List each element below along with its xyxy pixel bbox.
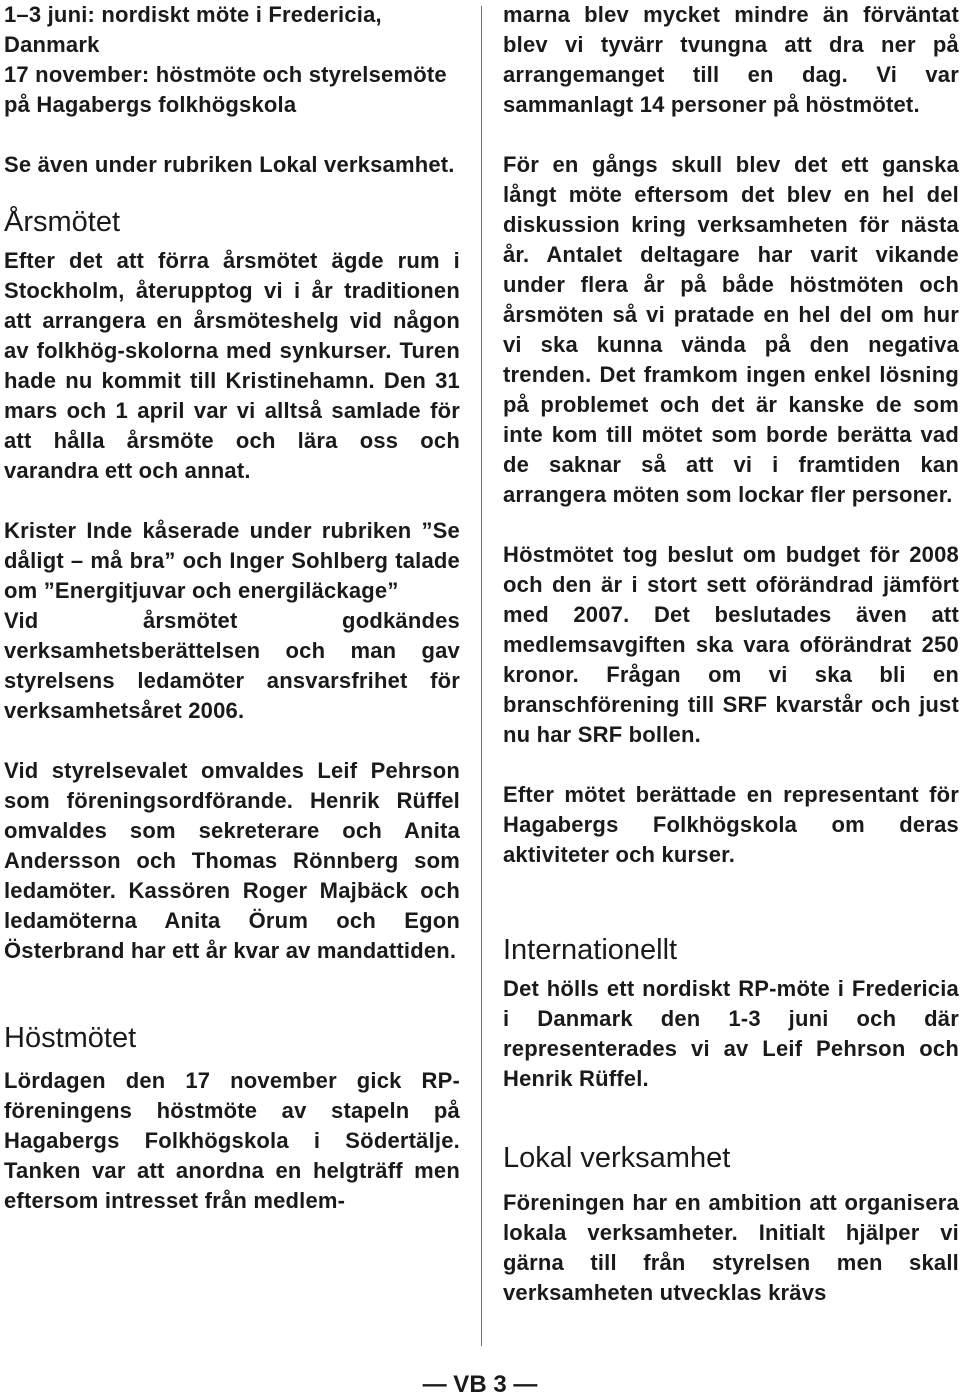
paragraph: Krister Inde kåserade under rubriken ”Se dåligt – må bra” och Inger Sohlberg talade om ”Energitjuvar och energiläckage” (4, 518, 460, 603)
paragraph: Vid årsmötet godkändes verksamhetsberättelsen och man gav styrelsens ledamöter ansvarsfrihet för verksamhetsåret 2006. (4, 608, 460, 723)
section-heading-hostmotet: Höstmötet (4, 1022, 137, 1054)
paragraph: Det hölls ett nordiskt RP-möte i Fredericia i Danmark den 1-3 juni och där representerades vi av Leif Pehrson och Henrik Rüffel. (503, 976, 959, 1091)
event-line: 17 november: höstmöte och styrelsemöte på Hagabergs folkhögskola (4, 62, 447, 117)
page-footer: — VB 3 — (422, 1371, 538, 1398)
paragraph: Föreningen har en ambition att organisera lokala verksamheter. Initialt hjälper vi gärna till från styrelsen men skall verksamheten utvecklas krävs (503, 1190, 959, 1305)
paragraph: Höstmötet tog beslut om budget för 2008 och den är i stort sett oförändrad jämfört med 2007. Det beslutades även att medlemsavgiften ska vara oförändrat 250 kronor. Frågan om vi ska bli en branschförening till SRF kvarstår och just nu har SRF bollen. (503, 542, 959, 747)
right-column (503, 0, 959, 1308)
section-heading-arsmotet: Årsmötet (4, 206, 121, 238)
paragraph: Lördagen den 17 november gick RP-föreningens höstmöte av stapeln på Hagabergs Folkhögskola i Södertälje. Tanken var att anordna en helgträff men eftersom intresset från medlem- (4, 1068, 460, 1213)
paragraph: marna blev mycket mindre än förväntat blev vi tyvärr tvungna att dra ner på arrangemanget till en dag. Vi var sammanlagt 14 personer på höstmötet. (503, 2, 959, 117)
column-divider (481, 6, 482, 1346)
paragraph: Efter mötet berättade en representant för Hagabergs Folkhögskola om deras aktiviteter och kurser. (503, 782, 959, 867)
see-also-note: Se även under rubriken Lokal verksamhet. (4, 152, 455, 177)
event-line: 1–3 juni: nordiskt möte i Fredericia, Danmark (4, 2, 382, 57)
left-column (4, 0, 460, 1216)
paragraph: Vid styrelsevalet omvaldes Leif Pehrson som föreningsordförande. Henrik Rüffel omvaldes som sekreterare och Anita Andersson och Thomas Rönnberg som ledamöter. Kassören Roger Majbäck och ledamöterna Anita Örum och Egon Österbrand har ett år kvar av mandattiden. (4, 758, 460, 963)
paragraph: För en gångs skull blev det ett ganska långt möte eftersom det blev en hel del diskussion kring verksamheten för nästa år. Antalet deltagare har varit vikande under flera år på både höstmöten och årsmöten så vi pratade en hel del om hur vi ska kunna vända på den negativa trenden. Det framkom ingen enkel lösning på problemet och det är kanske de som inte kom till mötet som borde berätta vad de saknar så att vi i framtiden kan arrangera möten som lockar fler personer. (503, 152, 959, 507)
paragraph: Efter det att förra årsmötet ägde rum i Stockholm, återupptog vi i år traditionen att arrangera en årsmöteshelg vid någon av folkhög-skolorna med synkurser. Turen hade nu kommit till Kristinehamn. Den 31 mars och 1 april var vi alltså samlade för att hålla årsmöte och lära oss och varandra ett och annat. (4, 248, 460, 483)
section-heading-lokal-verksamhet: Lokal verksamhet (503, 1142, 731, 1174)
section-heading-internationellt: Internationellt (503, 934, 678, 966)
